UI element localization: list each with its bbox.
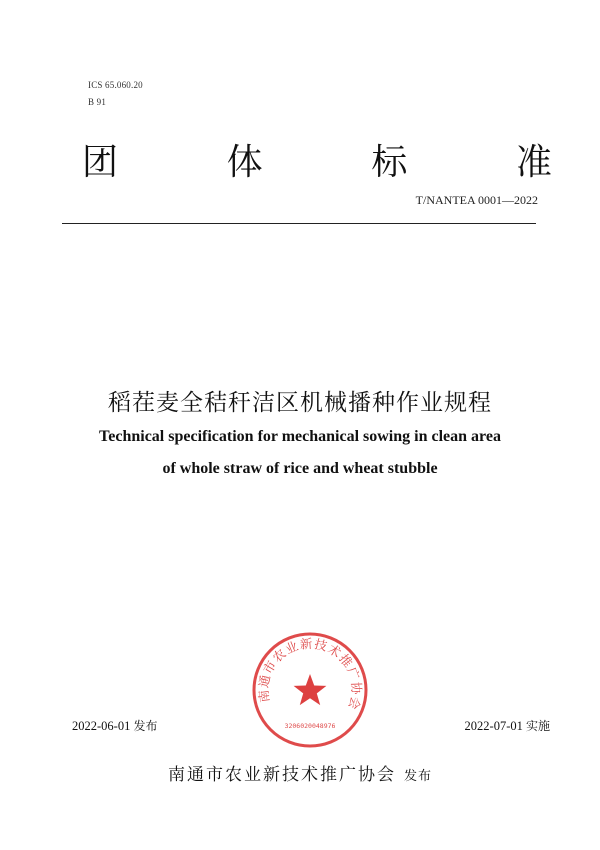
standard-type-heading: [82, 143, 552, 183]
publisher-name: 南通市农业新技术推广协会: [167, 765, 396, 785]
ccs-code: B 91: [88, 97, 107, 107]
publisher-issue-label: 发布: [403, 769, 432, 784]
document-title-chinese: 稻茬麦全秸秆洁区机械播种作业规程: [108, 390, 492, 416]
ics-code: ICS 65.060.20: [88, 80, 143, 90]
document-title-english-line2: of whole straw of rice and wheat stubble: [162, 460, 438, 477]
standard-type-char-2: 体: [226, 142, 263, 183]
standard-type-char-3: 标: [371, 142, 408, 183]
official-seal-stamp: [250, 630, 370, 750]
implementation-date: [465, 717, 550, 734]
header-divider: [62, 223, 536, 224]
release-date-label: 发布: [133, 719, 158, 733]
seal-code: 3206020048976: [284, 722, 336, 730]
standard-type-char-4: 准: [515, 142, 552, 183]
standard-number: T/NANTEA 0001—2022: [415, 193, 538, 207]
implementation-date-value: 2022-07-01: [464, 719, 523, 733]
seal-arc-textpath: 南通市农业新技术推广协会: [255, 635, 365, 713]
publisher-line: [0, 760, 600, 785]
document-title-english-line1: Technical specification for mechanical sowing in clean area: [99, 428, 501, 445]
release-date: [72, 717, 157, 734]
seal-star-icon: [294, 674, 327, 705]
release-date-value: 2022-06-01: [72, 719, 131, 733]
implementation-date-label: 实施: [525, 719, 550, 733]
standard-type-char-1: 团: [82, 142, 119, 183]
